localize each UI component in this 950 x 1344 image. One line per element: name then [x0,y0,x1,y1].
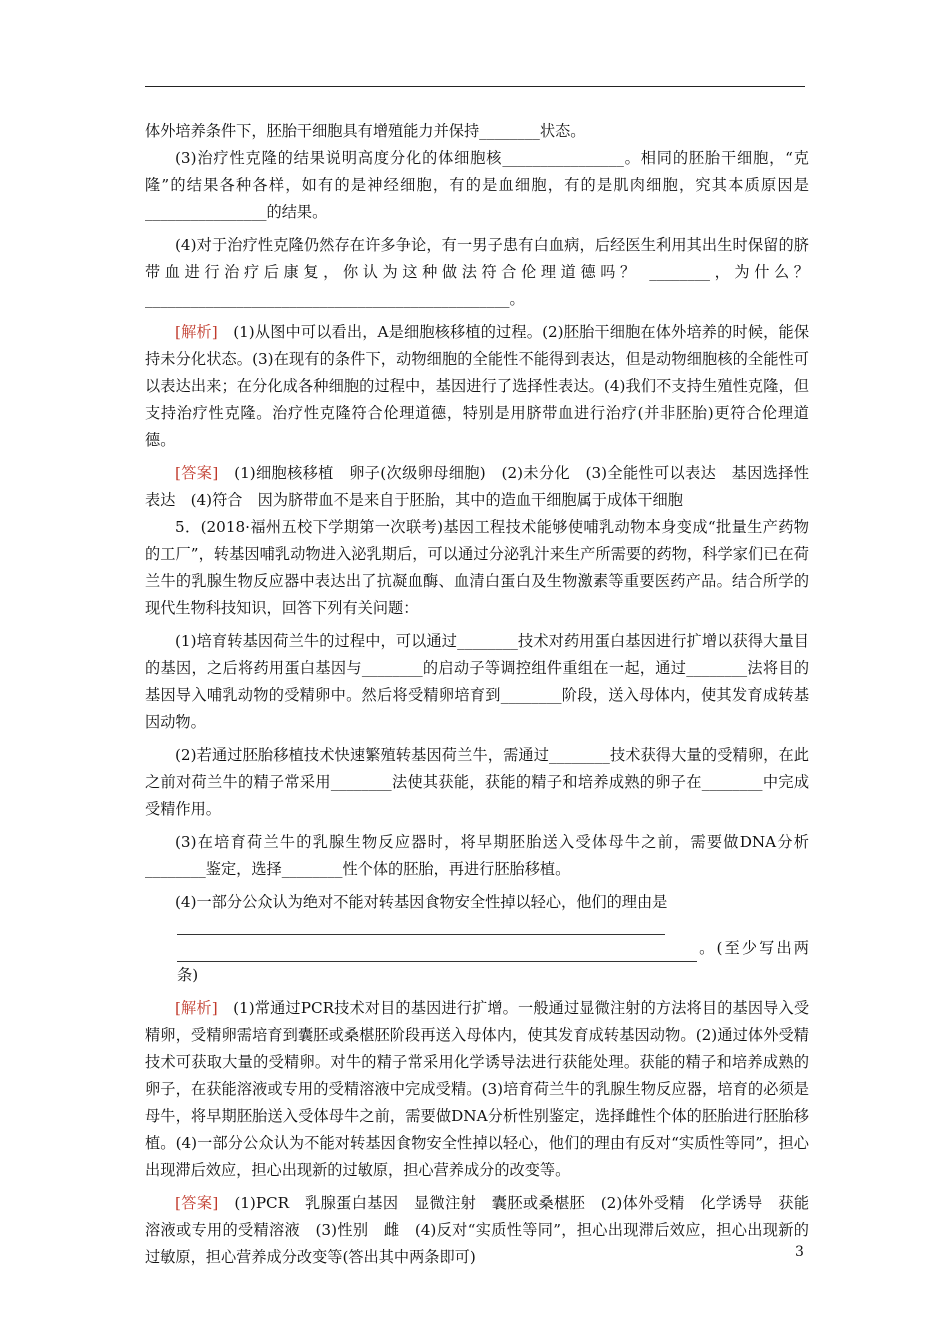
question-5-part-4: (4)一部分公众认为绝对不能对转基因食物安全性掉以轻心，他们的理由是 [175,893,668,911]
analysis-2 [145,995,809,1184]
analysis-1 [145,319,809,454]
question-5-part-3: (3)在培育荷兰牛的乳腺生物反应器时，将早期胚胎送入受体母牛之前，需要做DNA分析________鉴定，选择________性个体的胚胎，再进行胚胎移植。 [145,833,809,878]
question-4-part-4: (4)对于治疗性克隆仍然存在许多争论，有一男子患有白血病，后经医生利用其出生时保留的脐带血进行治疗后康复，你认为这种做法符合伦理道德吗？ ________，为什么？________________________________________________。 [145,236,809,308]
analysis-2-text: (1)常通过PCR技术对目的基因进行扩增。一般通过显微注射的方法将目的基因导入受精卵，受精卵需培育到囊胚或桑椹胚阶段再送入母体内，使其发育成转基因动物。(2)通过体外受精技术可获取大量的受精卵。对牛的精子常采用化学诱导法进行获能处理。获能的精子和培养成熟的卵子，在获能溶液或专用的受精溶液中完成受精。(3)培育荷兰牛的乳腺生物反应器，培育的必须是母牛，将早期胚胎送入受体母牛之前，需要做DNA分析性别鉴定，选择雌性个体的胚胎进行胚胎移植。(4)一部分公众认为不能对转基因食物安全性掉以轻心，他们的理由有反对“实质性等同”，担心出现滞后效应，担心出现新的过敏原，担心营养成分的改变等。 [145,999,810,1179]
answer-blank-line-2 [177,943,697,962]
question-4-part-3: (3)治疗性克隆的结果说明高度分化的体细胞核________________。相同的胚胎干细胞，“克隆”的结果各种各样，如有的是神经细胞，有的是血细胞，有的是肌肉细胞，究其本质原因是________________的结果。 [145,149,809,221]
analysis-1-text: (1)从图中可以看出，A是细胞核移植的过程。(2)胚胎干细胞在体外培养的时候，能保持未分化状态。(3)在现有的条件下，动物细胞的全能性不能得到表达，但是动物细胞核的全能性可以表达出来；在分化成各种细胞的过程中，基因进行了选择性表达。(4)我们不支持生殖性克隆，但支持治疗性克隆。治疗性克隆符合伦理道德，特别是用脐带血进行治疗(并非胚胎)更符合伦理道德。 [145,323,810,449]
question-5-part-1: (1)培育转基因荷兰牛的过程中，可以通过________技术对药用蛋白基因进行扩增以获得大量目的基因，之后将药用蛋白基因与________的启动子等调控组件重组在一起，通过________法将目的基因导入哺乳动物的受精卵中。然后将受精卵培育到________阶段，送入母体内，使其发育成转基因动物。 [145,632,809,731]
header-rule [145,86,805,87]
answer-1-text: (1)细胞核移植 卵子(次级卵母细胞) (2)未分化 (3)全能性可以表达 基因选择性表达 (4)符合 因为脐带血不是来自于胚胎，其中的造血干细胞属于成体干细胞 [145,464,810,509]
answer-1 [145,460,809,514]
answer-2-text: (1)PCR 乳腺蛋白基因 显微注射 囊胚或桑椹胚 (2)体外受精 化学诱导 获能溶液或专用的受精溶液 (3)性别 雌 (4)反对“实质性等同”，担心出现滞后效应，担心出现新的过敏原，担心营养成分改变等(答出其中两条即可) [145,1194,810,1266]
analysis-tag: [解析] [175,323,218,341]
question-5-part-4-tail [145,935,809,989]
page-number: 3 [795,1244,804,1260]
answer-tag: [答案] [175,464,219,482]
answer-blank-line [177,916,665,935]
answer-2 [145,1190,809,1271]
document-body [145,118,809,1271]
question-5-stem: 5．(2018·福州五校下学期第一次联考)基因工程技术能够使哺乳动物本身变成“批量生产药物的工厂”，转基因哺乳动物进入泌乳期后，可以通过分泌乳汁来生产所需要的药物，科学家们已在荷兰牛的乳腺生物反应器中表达出了抗凝血酶、血清白蛋白及生物激素等重要医药产品。结合所学的现代生物科技知识，回答下列有关问题： [145,518,809,617]
paragraph-continuation: 体外培养条件下，胚胎干细胞具有增殖能力并保持________状态。 [145,122,586,140]
analysis-tag-2: [解析] [175,999,218,1017]
requirement-note: 。(至少写出两条) [177,939,809,984]
answer-tag-2: [答案] [175,1194,219,1212]
question-5-part-2: (2)若通过胚胎移植技术快速繁殖转基因荷兰牛，需通过________技术获得大量的受精卵，在此之前对荷兰牛的精子常采用________法使其获能，获能的精子和培养成熟的卵子在________中完成受精作用。 [145,746,809,818]
